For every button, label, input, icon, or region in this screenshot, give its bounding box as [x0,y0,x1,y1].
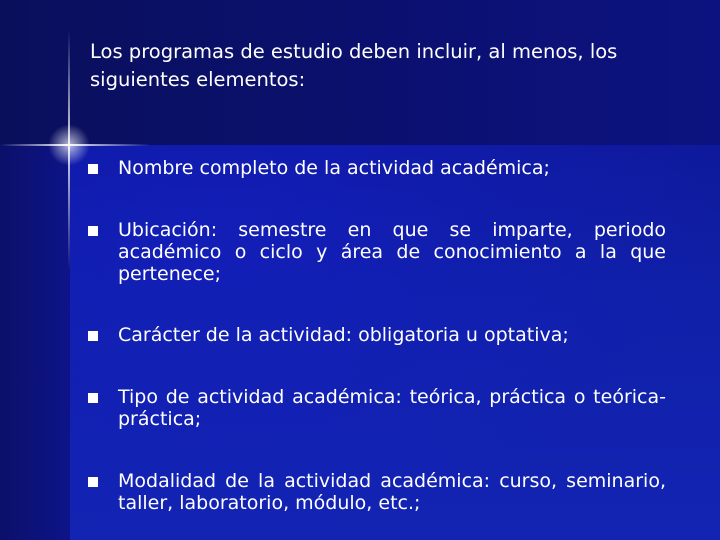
square-bullet-icon [88,226,98,236]
bullet-item-nombre [88,157,666,179]
bullet-text: Modalidad de la actividad académica: curso, seminario, taller, laboratorio, módulo, etc.; [118,470,666,514]
bullet-text: Carácter de la actividad: obligatoria u optativa; [118,324,569,346]
slide-title: Los programas de estudio deben incluir, al menos, los siguientes elementos: [90,40,618,91]
bullet-item-tipo [88,386,666,430]
square-bullet-icon [88,331,98,341]
bullet-item-modalidad [88,470,666,514]
bullet-list [88,157,666,514]
square-bullet-icon [88,393,98,403]
bullet-item-caracter [88,324,666,346]
square-bullet-icon [88,164,98,174]
left-band [0,145,70,540]
square-bullet-icon [88,477,98,487]
bullet-text: Tipo de actividad académica: teórica, práctica o teórica-práctica; [118,386,666,430]
bullet-text: Nombre completo de la actividad académica; [118,157,550,179]
bullet-item-ubicacion [88,219,666,285]
bullet-text: Ubicación: semestre en que se imparte, periodo académico o ciclo y área de conocimiento a la que pertenece; [118,219,666,285]
light-flare-glow [48,124,90,166]
